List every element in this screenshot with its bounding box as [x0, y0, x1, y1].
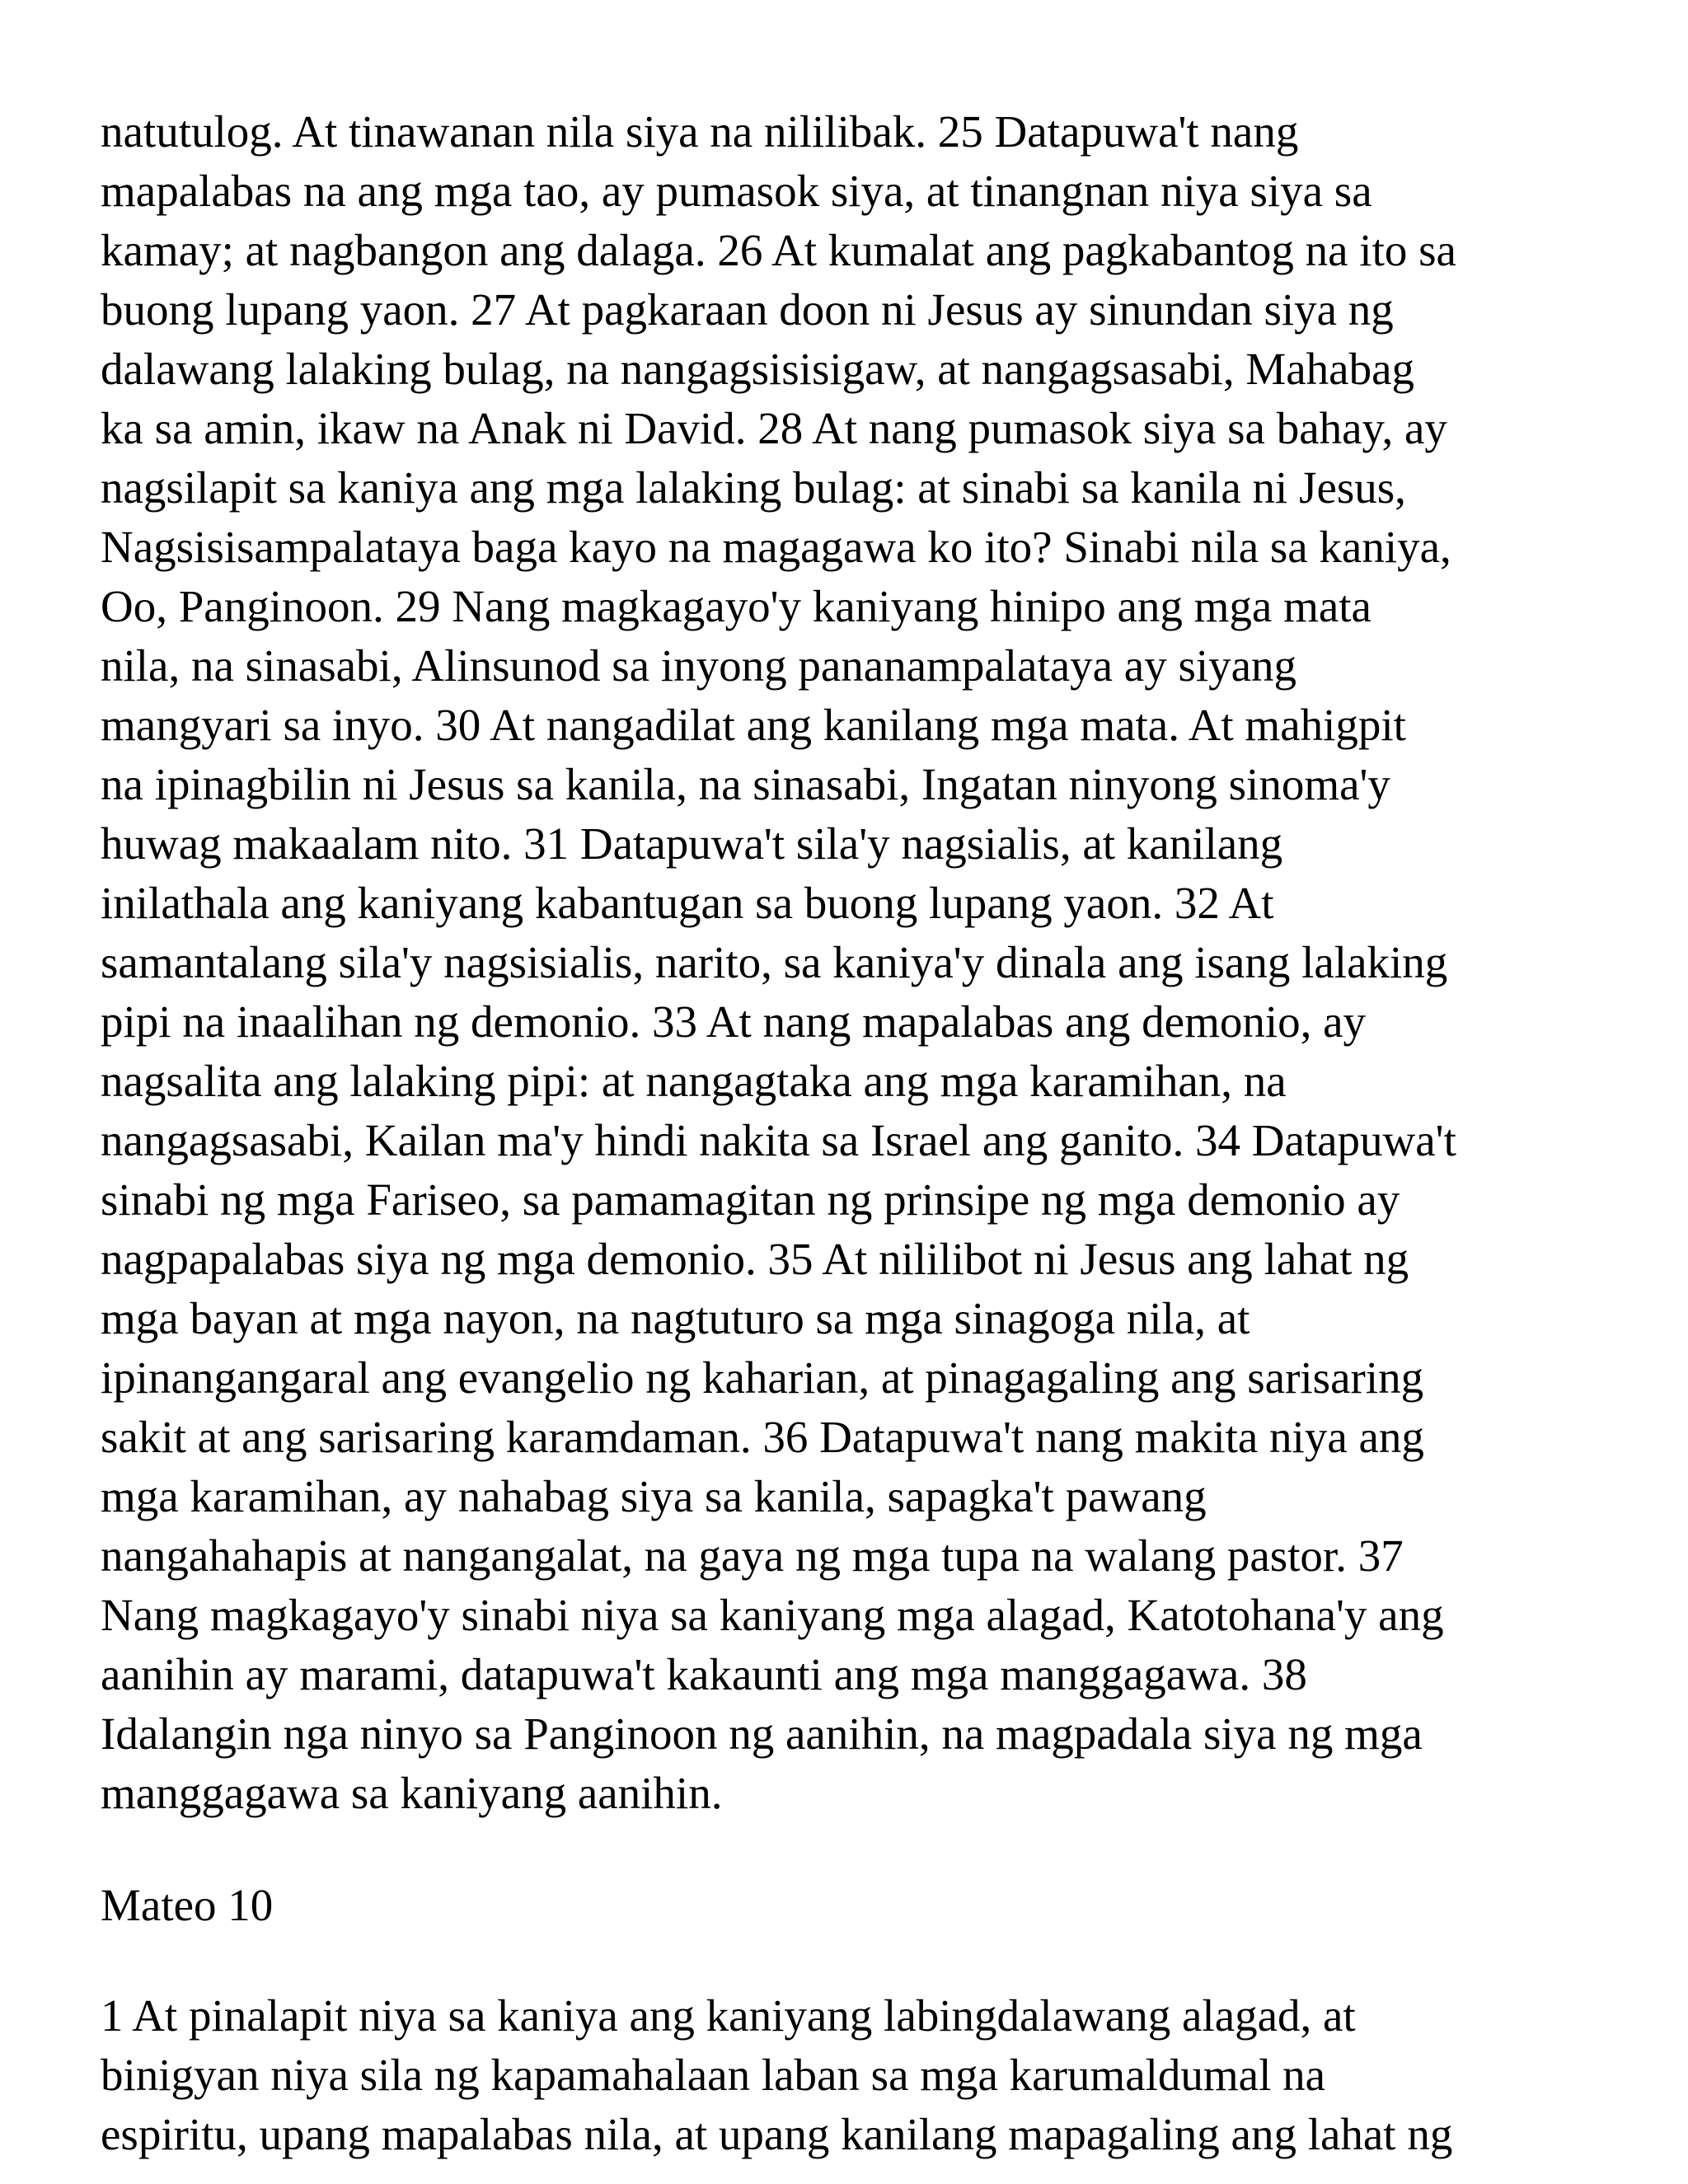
text-line: nila, na sinasabi, Alinsunod sa inyong pananampalataya ay siyang: [101, 640, 1297, 691]
text-line: manggagawa sa kaniyang aanihin.: [101, 1768, 723, 1818]
text-line: binigyan niya sila ng kapamahalaan laban sa mga karumaldumal na: [101, 2050, 1326, 2100]
text-line: samantalang sila'y nagsisialis, narito, sa kaniya'y dinala ang isang lalaking: [101, 937, 1448, 987]
text-line: nagpapalabas siya ng mga demonio. 35 At nililibot ni Jesus ang lahat ng: [101, 1234, 1409, 1284]
text-line: buong lupang yaon. 27 At pagkaraan doon ni Jesus ay sinundan siya ng: [101, 284, 1394, 335]
text-line: nagsalita ang lalaking pipi: at nangagtaka ang mga karamihan, na: [101, 1056, 1287, 1106]
text-line: natutulog. At tinawanan nila siya na nililibak. 25 Datapuwa't nang: [101, 106, 1299, 157]
text-line: aanihin ay marami, datapuwa't kakaunti ang mga manggagawa. 38: [101, 1649, 1307, 1699]
text-line: ka sa amin, ikaw na Anak ni David. 28 At nang pumasok siya sa bahay, ay: [101, 403, 1447, 453]
text-line: nagsilapit sa kaniya ang mga lalaking bulag: at sinabi sa kanila ni Jesus,: [101, 462, 1406, 513]
text-line: sinabi ng mga Fariseo, sa pamamagitan ng prinsipe ng mga demonio ay: [101, 1174, 1400, 1225]
text-line: mapalabas na ang mga tao, ay pumasok siya, at tinangnan niya siya sa: [101, 166, 1372, 216]
text-line: Oo, Panginoon. 29 Nang magkagayo'y kaniyang hinipo ang mga mata: [101, 581, 1372, 631]
text-line: dalawang lalaking bulag, na nangagsisisigaw, at nangagsasabi, Mahabag: [101, 344, 1415, 394]
text-line: mangyari sa inyo. 30 At nangadilat ang kanilang mga mata. At mahigpit: [101, 700, 1406, 750]
chapter-heading: Mateo 10: [101, 1880, 274, 1930]
text-line: Idalangin nga ninyo sa Panginoon ng aanihin, na magpadala siya ng mga: [101, 1708, 1423, 1759]
text-line: mga karamihan, ay nahabag siya sa kanila, sapagka't pawang: [101, 1471, 1207, 1521]
text-line: pipi na inaalihan ng demonio. 33 At nang mapalabas ang demonio, ay: [101, 996, 1367, 1047]
text-line: na ipinagbilin ni Jesus sa kanila, na sinasabi, Ingatan ninyong sinoma'y: [101, 759, 1390, 809]
text-line: inilathala ang kaniyang kabantugan sa buong lupang yaon. 32 At: [101, 878, 1274, 928]
text-line: Nang magkagayo'y sinabi niya sa kaniyang mga alagad, Katotohana'y ang: [101, 1590, 1444, 1640]
text-line: Nagsisisampalataya baga kayo na magagawa ko ito? Sinabi nila sa kaniya,: [101, 522, 1451, 572]
text-line: espiritu, upang mapalabas nila, at upang kanilang mapagaling ang lahat ng: [101, 2109, 1453, 2159]
text-line: nangahahapis at nangangalat, na gaya ng mga tupa na walang pastor. 37: [101, 1530, 1404, 1581]
text-line: mga bayan at mga nayon, na nagtuturo sa mga sinagoga nila, at: [101, 1293, 1250, 1343]
text-line: sakit at ang sarisaring karamdaman. 36 Datapuwa't nang makita niya ang: [101, 1412, 1424, 1462]
text-line: nangagsasabi, Kailan ma'y hindi nakita sa Israel ang ganito. 34 Datapuwa't: [101, 1115, 1456, 1165]
text-line: 1 At pinalapit niya sa kaniya ang kaniyang labingdalawang alagad, at: [101, 1990, 1356, 2041]
text-line: ipinangangaral ang evangelio ng kaharian, at pinagagaling ang sarisaring: [101, 1352, 1424, 1403]
text-line: huwag makaalam nito. 31 Datapuwa't sila'y nagsialis, at kanilang: [101, 818, 1283, 869]
text-line: kamay; at nagbangon ang dalaga. 26 At kumalat ang pagkabantog na ito sa: [101, 225, 1456, 275]
